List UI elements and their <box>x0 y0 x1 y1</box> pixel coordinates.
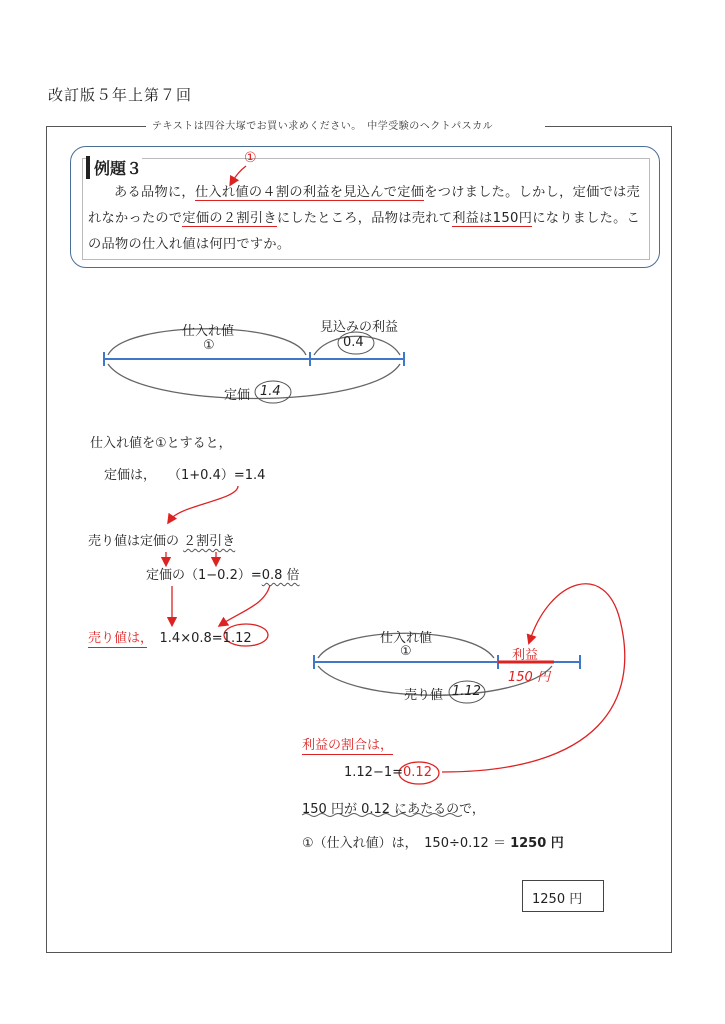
answer-value: 1250 円 <box>532 892 583 907</box>
calc-line-a: 150 円が 0.12 にあたるので， <box>302 802 485 817</box>
step-line-5-label: 売り値は， <box>88 631 147 646</box>
example-marker: ① <box>244 150 257 166</box>
problem-text-part: をつけました。しかし，定価では売れなかったので <box>88 185 641 226</box>
diagram2-rieki-value: 150 円 <box>508 670 550 685</box>
step-line-4-pre: 定価の（1−0.2）= <box>146 568 262 583</box>
problem-text-part: ある品物に， <box>114 185 195 200</box>
step-line-3-pre: 売り値は定価の <box>88 534 180 549</box>
diagram1-rieki-value: 0.4 <box>343 335 364 350</box>
step-line-5-expr: 1.4×0.8= <box>159 631 223 646</box>
step-line-4-underlined: 0.8 倍 <box>261 568 300 583</box>
problem-underline-1: 仕入れ値の４割の利益を見込んで定価 <box>194 185 425 200</box>
diagram2-urine-value: 1.12 <box>452 684 481 699</box>
diagram2-rieki-label: 利益 <box>512 648 539 663</box>
problem-underline-2: 定価の２割引き <box>182 211 277 226</box>
diagram2-shiire-label: 仕入れ値 <box>380 631 433 646</box>
diagram1-teika-label: 定価 <box>224 388 251 403</box>
step-line-2-label: 定価は， <box>104 468 157 483</box>
diagram1-teika-value: 1.4 <box>260 384 281 399</box>
diagram1-shiire-value: ① <box>203 338 215 353</box>
step-line-4 <box>146 564 300 583</box>
diagram2-urine-label: 売り値 <box>404 688 444 703</box>
calc-line-b-pre: ①（仕入れ値）は， 150÷0.12 ＝ <box>302 836 511 851</box>
calc-line-b-result: 1250 円 <box>510 836 564 851</box>
calc-ratio-line <box>344 765 432 780</box>
calc-ratio-expr: 1.12−1= <box>344 765 404 780</box>
example-label: 例題３ <box>86 156 142 179</box>
calc-line-b <box>302 832 564 851</box>
step-line-5 <box>88 627 252 646</box>
step-line-3 <box>88 530 235 549</box>
step-line-1: 仕入れ値を①とすると， <box>90 436 232 451</box>
header-note: テキストは四谷大塚でお買い求めください。 中学受験のヘクトパスカル <box>152 121 494 132</box>
problem-text-part: になりました。この品物の仕入れ値は何円ですか。 <box>88 211 641 252</box>
diagram1-shiire-label: 仕入れ値 <box>182 324 235 339</box>
page-title: 改訂版５年上第７回 <box>48 86 193 104</box>
diagram1-brace-teika <box>108 364 400 399</box>
diagram1-rieki-label: 見込みの利益 <box>320 320 399 335</box>
diagram2-shiire-value: ① <box>400 644 412 659</box>
calc-ratio-result: 0.12 <box>403 765 432 780</box>
example-marker-arrow <box>232 166 246 182</box>
step-arrow-1 <box>170 486 238 520</box>
calc-ratio-label: 利益の割合は， <box>302 734 393 755</box>
problem-underline-3: 利益は150円 <box>452 211 533 226</box>
problem-text-part: にしたところ，品物は売れて <box>276 211 453 226</box>
step-arrow-5 <box>222 585 270 624</box>
step-line-3-underlined: ２割引き <box>183 534 236 549</box>
step-line-5-result: 1.12 <box>222 631 252 646</box>
step-line-2-expr: （1+0.4）=1.4 <box>168 468 266 483</box>
